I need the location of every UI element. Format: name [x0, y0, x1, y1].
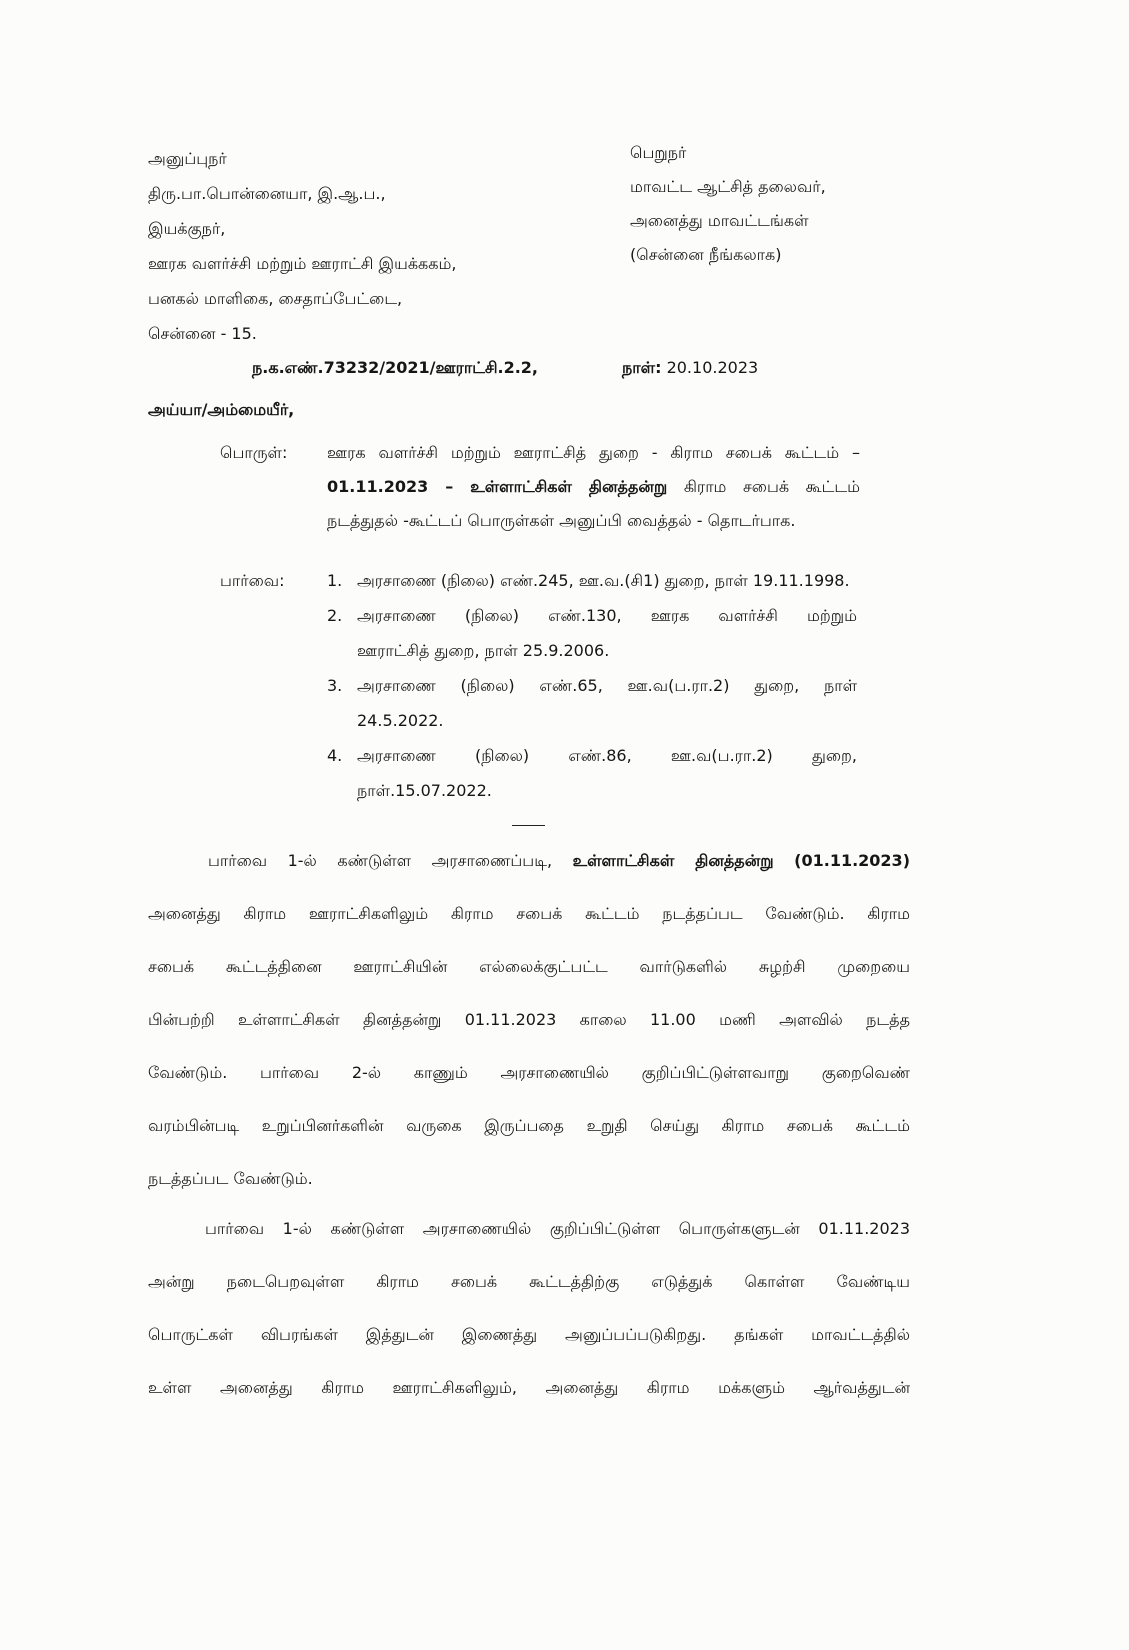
reference-item-text	[357, 738, 857, 808]
subject-emphasis: 01.11.2023 – உள்ளாட்சிகள் தினத்தன்று	[327, 477, 668, 496]
salutation: அய்யா/அம்மையீர்,	[148, 400, 295, 419]
sender-office: ஊரக வளர்ச்சி மற்றும் ஊராட்சி இயக்ககம்,	[148, 254, 457, 273]
paragraph-line: அனைத்து கிராம ஊராட்சிகளிலும் கிராம சபைக் கூட்டம் நடத்தப்பட வேண்டும். கிராம	[148, 904, 910, 923]
reference-item-number: 4.	[327, 746, 343, 765]
reference-item-text	[357, 563, 857, 598]
paragraph-line: உள்ள அனைத்து கிராம ஊராட்சிகளிலும், அனைத்து கிராம மக்களும் ஆர்வத்துடன்	[148, 1378, 910, 1397]
reference-number: ந.க.எண்.73232/2021/ஊராட்சி.2.2,	[252, 358, 538, 377]
reference-item-line: அரசாணை (நிலை) எண்.65, ஊ.வ(ப.ரா.2) துறை, நாள்	[357, 676, 857, 695]
references-label: பார்வை:	[220, 571, 285, 590]
paragraph-line	[148, 834, 910, 887]
subject-text	[327, 436, 860, 538]
reference-item	[327, 563, 857, 598]
reference-date: 20.10.2023	[666, 358, 759, 377]
sender-name: திரு.பா.பொன்னையா, இ.ஆ.ப.,	[148, 184, 386, 203]
reference-item-text	[357, 598, 857, 668]
reference-date-line	[622, 352, 758, 384]
body-paragraph-2	[148, 1202, 910, 1414]
paragraph-emphasis-date: (01.11.2023)	[794, 851, 910, 870]
reference-item-line: நாள்.15.07.2022.	[357, 781, 492, 800]
paragraph-text: பார்வை 1-ல் கண்டுள்ள அரசாணைப்படி,	[208, 851, 553, 870]
recipient-exception: (சென்னை நீங்கலாக)	[630, 245, 782, 264]
subject-label: பொருள்:	[220, 443, 288, 462]
recipient-block	[630, 136, 1010, 272]
recipient-designation: மாவட்ட ஆட்சித் தலைவர்,	[630, 177, 826, 196]
reference-item	[327, 738, 857, 808]
recipient-scope: அனைத்து மாவட்டங்கள்	[630, 211, 809, 230]
paragraph-line: சபைக் கூட்டத்தினை ஊராட்சியின் எல்லைக்குட்பட்ட வார்டுகளில் சுழற்சி முறையை	[148, 957, 910, 976]
sender-heading: அனுப்புநர்	[148, 149, 227, 168]
reference-item-line: அரசாணை (நிலை) எண்.245, ஊ.வ.(சி1) துறை, நாள் 19.11.1998.	[357, 571, 850, 590]
reference-item-number: 3.	[327, 676, 343, 695]
reference-item	[327, 668, 857, 738]
paragraph-emphasis: உள்ளாட்சிகள் தினத்தன்று	[572, 851, 774, 870]
reference-item-line: ஊராட்சித் துறை, நாள் 25.9.2006.	[357, 641, 610, 660]
sender-block	[148, 141, 588, 351]
reference-item	[327, 598, 857, 668]
paragraph-line: நடத்தப்பட வேண்டும்.	[148, 1169, 313, 1188]
sender-designation: இயக்குநர்,	[148, 219, 226, 238]
paragraph-line: அன்று நடைபெறவுள்ள கிராம சபைக் கூட்டத்திற்கு எடுத்துக் கொள்ள வேண்டிய	[148, 1272, 910, 1291]
subject-line-rest: கிராம சபைக் கூட்டம்	[683, 477, 860, 496]
body-paragraph-1	[148, 834, 910, 1205]
reference-item-text	[357, 668, 857, 738]
reference-item-number: 2.	[327, 606, 343, 625]
reference-item-number: 1.	[327, 571, 343, 590]
sender-city: சென்னை - 15.	[148, 324, 257, 343]
paragraph-line: பின்பற்றி உள்ளாட்சிகள் தினத்தன்று 01.11.2023 காலை 11.00 மணி அளவில் நடத்த	[148, 1010, 910, 1029]
reference-item-line: அரசாணை (நிலை) எண்.130, ஊரக வளர்ச்சி மற்றும்	[357, 606, 857, 625]
paragraph-line: பார்வை 1-ல் கண்டுள்ள அரசாணையில் குறிப்பிட்டுள்ள பொருள்களுடன் 01.11.2023	[205, 1219, 910, 1238]
references-list	[327, 563, 857, 808]
recipient-heading: பெறுநர்	[630, 143, 687, 162]
reference-date-label: நாள்:	[622, 358, 662, 377]
reference-item-line: அரசாணை (நிலை) எண்.86, ஊ.வ(ப.ரா.2) துறை,	[357, 746, 857, 765]
subject-line	[327, 470, 860, 504]
section-divider	[512, 825, 545, 826]
paragraph-line: பொருட்கள் விபரங்கள் இத்துடன் இணைத்து அனுப்பப்படுகிறது. தங்கள் மாவட்டத்தில்	[148, 1325, 910, 1344]
paragraph-line: வரம்பின்படி உறுப்பினர்களின் வருகை இருப்பதை உறுதி செய்து கிராம சபைக் கூட்டம்	[148, 1116, 910, 1135]
subject-line: ஊரக வளர்ச்சி மற்றும் ஊராட்சித் துறை - கிராம சபைக் கூட்டம் –	[327, 443, 860, 462]
subject-line: நடத்துதல் -கூட்டப் பொருள்கள் அனுப்பி வைத்தல் - தொடர்பாக.	[327, 511, 796, 530]
sender-address: பனகல் மாளிகை, சைதாப்பேட்டை,	[148, 289, 403, 308]
reference-item-line: 24.5.2022.	[357, 711, 444, 730]
paragraph-line: வேண்டும். பார்வை 2-ல் காணும் அரசாணையில் குறிப்பிட்டுள்ளவாறு குறைவெண்	[148, 1063, 910, 1082]
